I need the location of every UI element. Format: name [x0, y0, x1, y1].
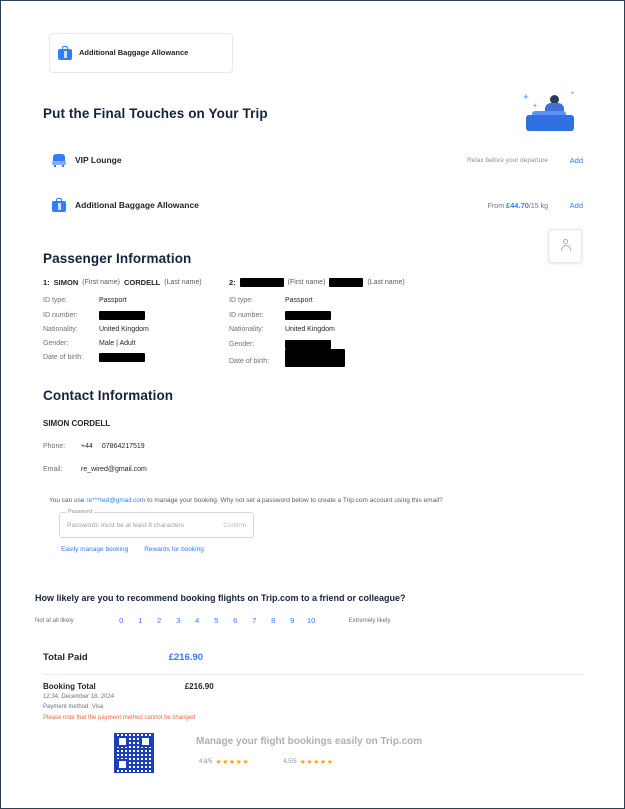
relax-illustration [520, 89, 582, 137]
contact-email-row [43, 466, 147, 473]
nps-question: How likely are you to recommend booking flights on Trip.com to a friend or colleague? [35, 593, 406, 603]
masked-email-link[interactable]: re***red@gmail.com [86, 497, 146, 504]
passenger-block-2 [229, 278, 429, 374]
promo-text: Manage your flight bookings easily on Trip.com [196, 736, 423, 747]
field-key: Gender: [229, 340, 255, 348]
page-inner [1, 1, 624, 808]
service-price [488, 201, 548, 210]
nps-score-0[interactable]: 0 [119, 616, 124, 625]
stars-icon: ★★★★★ [299, 759, 334, 766]
field-value: Passport [99, 297, 127, 304]
service-row-vip-lounge[interactable] [43, 149, 583, 171]
nps-score-9[interactable]: 9 [290, 616, 295, 625]
rating-score: 4.5/5 [283, 759, 297, 765]
nps-score-10[interactable]: 10 [307, 616, 316, 625]
last-name-tag: (Last name) [367, 279, 405, 286]
booking-timestamp: 12:34, December 18, 2024 [43, 694, 115, 700]
service-name: Additional Baggage Allowance [75, 200, 199, 210]
phone-number: 07864217519 [101, 443, 145, 450]
account-prompt-before: You can use [49, 497, 87, 504]
email-value: re_wired@gmail.com [81, 466, 147, 473]
first-name-tag: (First name) [287, 279, 326, 286]
final-touches-title: Put the Final Touches on Your Trip [43, 106, 268, 121]
passenger-name-line [229, 278, 429, 287]
password-placeholder: Passwords must be at least 8 characters [67, 522, 185, 529]
total-paid-row [43, 652, 583, 663]
service-right-group [467, 156, 583, 165]
field-key: Gender: [43, 339, 69, 347]
passenger-field [229, 326, 429, 333]
phone-value [81, 443, 145, 450]
redacted-value [99, 311, 145, 320]
passenger-field [43, 340, 233, 347]
service-row-additional-baggage[interactable] [43, 194, 583, 216]
rating-score: 4.8/5 [199, 759, 213, 765]
phone-label: Phone: [43, 443, 66, 450]
passenger-field [229, 297, 429, 304]
nps-score-1[interactable]: 1 [138, 616, 143, 625]
nps-scale [112, 616, 321, 625]
last-name-tag: (Last name) [164, 279, 202, 286]
account-benefit-links [61, 546, 204, 553]
price-suffix: /15 kg [528, 202, 548, 210]
nps-score-6[interactable]: 6 [233, 616, 238, 625]
seat-icon [52, 153, 66, 167]
sparkle-icon: ✦ [522, 92, 530, 102]
service-name: VIP Lounge [75, 155, 122, 165]
baggage-icon [52, 198, 66, 212]
passenger-information-title: Passenger Information [43, 251, 192, 266]
field-value: United Kingdom [285, 326, 335, 333]
field-key: Nationality: [43, 326, 78, 333]
rating-group [199, 758, 249, 766]
passenger-field [43, 311, 233, 320]
account-prompt-after: to manage your booking. Why not set a password below to create a Trip.com account using this email? [145, 497, 443, 504]
contact-phone-row [43, 443, 145, 450]
booking-total-label: Booking Total [43, 682, 96, 691]
price-value: £44.70 [505, 200, 529, 210]
passenger-field [43, 353, 233, 362]
passenger-field [229, 340, 429, 349]
redacted-value [99, 353, 145, 362]
baggage-icon [58, 46, 72, 60]
phone-country-code: +44 [81, 443, 93, 450]
nps-score-2[interactable]: 2 [157, 616, 162, 625]
payment-warning: Please note that the payment method cannot be changed [43, 715, 196, 721]
nps-left-label: Not at all likely [35, 617, 74, 624]
additional-baggage-card-label: Additional Baggage Allowance [79, 47, 189, 57]
nps-score-7[interactable]: 7 [252, 616, 257, 625]
email-label: Email: [43, 466, 63, 473]
field-key: Date of birth: [43, 354, 84, 361]
sparkle-icon: ✦ [532, 103, 538, 110]
person-icon [560, 239, 571, 252]
price-prefix: From [487, 202, 506, 210]
add-additional-baggage-link[interactable]: Add [569, 200, 583, 210]
qr-code[interactable] [114, 733, 154, 773]
password-field[interactable] [59, 509, 254, 538]
service-note: Relax before your departure [467, 156, 548, 164]
add-vip-lounge-link[interactable]: Add [569, 155, 583, 165]
passenger-field [43, 297, 233, 304]
divider [43, 674, 583, 675]
passenger-field [229, 311, 429, 320]
nps-right-label: Extremely likely [348, 617, 391, 624]
password-label: Password [68, 509, 93, 515]
confirm-button[interactable]: Confirm [223, 522, 246, 529]
field-key: Nationality: [229, 326, 264, 333]
field-value: Male | Adult [99, 339, 136, 347]
redacted-value [285, 349, 345, 367]
field-key: ID type: [43, 297, 68, 304]
nps-score-3[interactable]: 3 [176, 616, 181, 625]
first-name-tag: (First name) [82, 279, 120, 286]
payment-method: Payment method: Visa [43, 704, 104, 710]
field-key: ID type: [229, 297, 254, 304]
passenger-block-1 [43, 278, 233, 369]
rewards-for-booking-link[interactable]: Rewards for booking [144, 546, 204, 553]
nps-scale-row [35, 616, 591, 625]
redacted-value [285, 311, 331, 320]
app-ratings [199, 758, 334, 766]
contact-us-side-tab[interactable] [548, 229, 582, 263]
passenger-field [43, 326, 233, 333]
passenger-first-name: SIMON [53, 278, 79, 287]
redacted-last-name [329, 278, 363, 287]
sparkle-icon: ✦ [570, 91, 576, 97]
passenger-name-line [43, 278, 233, 287]
field-key: Date of birth: [229, 357, 270, 365]
nps-score-8[interactable]: 8 [271, 616, 276, 625]
contact-name: SIMON CORDELL [43, 419, 111, 428]
redacted-first-name [240, 278, 284, 287]
nps-score-5[interactable]: 5 [214, 616, 219, 625]
field-value: United Kingdom [99, 326, 149, 333]
booking-total-amount: £216.90 [184, 682, 214, 691]
easily-manage-booking-link[interactable]: Easily manage booking [61, 546, 129, 553]
passenger-last-name: CORDELL [124, 278, 161, 287]
total-paid-label: Total Paid [43, 652, 88, 663]
additional-baggage-card[interactable] [49, 33, 233, 73]
passenger-index: 2: [229, 278, 236, 287]
field-value: Passport [285, 297, 313, 304]
field-key: ID number: [229, 311, 264, 319]
passenger-field [229, 355, 429, 367]
field-key: ID number: [43, 311, 78, 319]
service-right-group [488, 201, 583, 210]
rating-group [283, 758, 333, 766]
booking-total-row [43, 682, 583, 691]
account-prompt [49, 497, 549, 504]
stars-icon: ★★★★★ [215, 759, 250, 766]
redacted-value [285, 340, 331, 349]
nps-score-4[interactable]: 4 [195, 616, 200, 625]
total-paid-amount: £216.90 [168, 652, 204, 663]
passenger-index: 1: [43, 278, 50, 287]
contact-information-title: Contact Information [43, 388, 174, 403]
